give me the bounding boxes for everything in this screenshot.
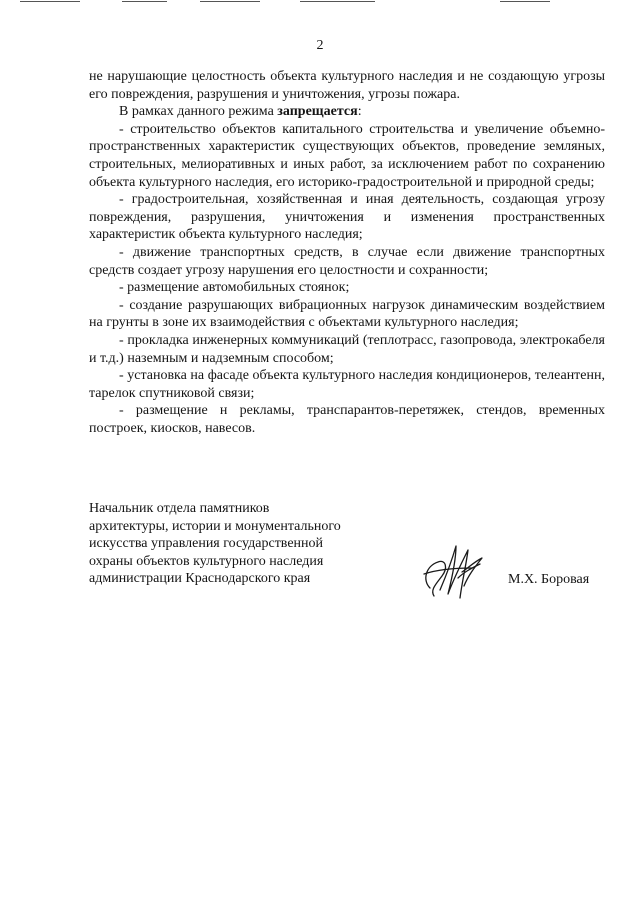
scan-edge-line (122, 1, 167, 2)
prohibition-item: - прокладка инженерных коммуникаций (теплотрасс, газопровода, электрокабеля и т.д.) наземным и надземным способом; (89, 332, 605, 366)
position-line: архитектуры, истории и монументального (89, 518, 341, 534)
handwritten-signature-icon (412, 538, 492, 608)
signatory-position (89, 500, 389, 588)
prohibition-item: - создание разрушающих вибрационных нагрузок динамическим воздействием на грунты в зоне их взаимодействия с объектами культурного наследия; (89, 297, 605, 331)
page-number: 2 (316, 38, 324, 53)
position-line: искусства управления государственной (89, 536, 324, 552)
prohibition-item: - движение транспортных средств, в случае если движение транспортных средств создает угрозу нарушения его целостности и сохранности; (89, 244, 605, 278)
regime-statement (89, 103, 605, 121)
position-line: администрации Краснодарского края (89, 571, 311, 587)
intro-paragraph: не нарушающие целостность объекта культурного наследия и не создающую угрозы его повреждения, разрушения и уничтожения, угрозы пожара. (89, 69, 605, 102)
scan-edge-line (20, 1, 80, 2)
regime-prefix: В рамках данного режима (119, 104, 278, 120)
scan-edge-line (300, 1, 375, 2)
prohibition-item: - установка на фасаде объекта культурного наследия кондиционеров, телеантенн, тарелок спутниковой связи; (89, 368, 605, 401)
prohibition-item: - градостроительная, хозяйственная и иная деятельность, создающая угрозу повреждения, разрушения, уничтожения и изменения пространственных характеристик объекта культурного наследия; (89, 192, 605, 243)
signer-name: М.Х. Боровая (508, 572, 590, 587)
prohibition-item: - строительство объектов капитального строительства и увеличение объемно-пространственных характеристик существующих объектов, проведение земляных, строительных, мелиоративных и иных работ, за исключением работ по сохранению объекта культурного наследия, его историко-градостроительной и природной среды; (89, 121, 605, 190)
scan-edge-line (500, 1, 550, 2)
position-line: Начальник отдела памятников (89, 501, 270, 516)
regime-suffix: : (357, 104, 362, 120)
prohibition-item: - размещение автомобильных стоянок; (119, 280, 350, 296)
prohibition-item: - размещение н рекламы, транспарантов-перетяжек, стендов, временных построек, киосков, навесов. (89, 403, 605, 436)
document-body (89, 68, 605, 437)
scan-edge-line (200, 1, 260, 2)
position-line: охраны объектов культурного наследия (89, 553, 324, 569)
regime-emphasis: запрещается (277, 104, 358, 120)
